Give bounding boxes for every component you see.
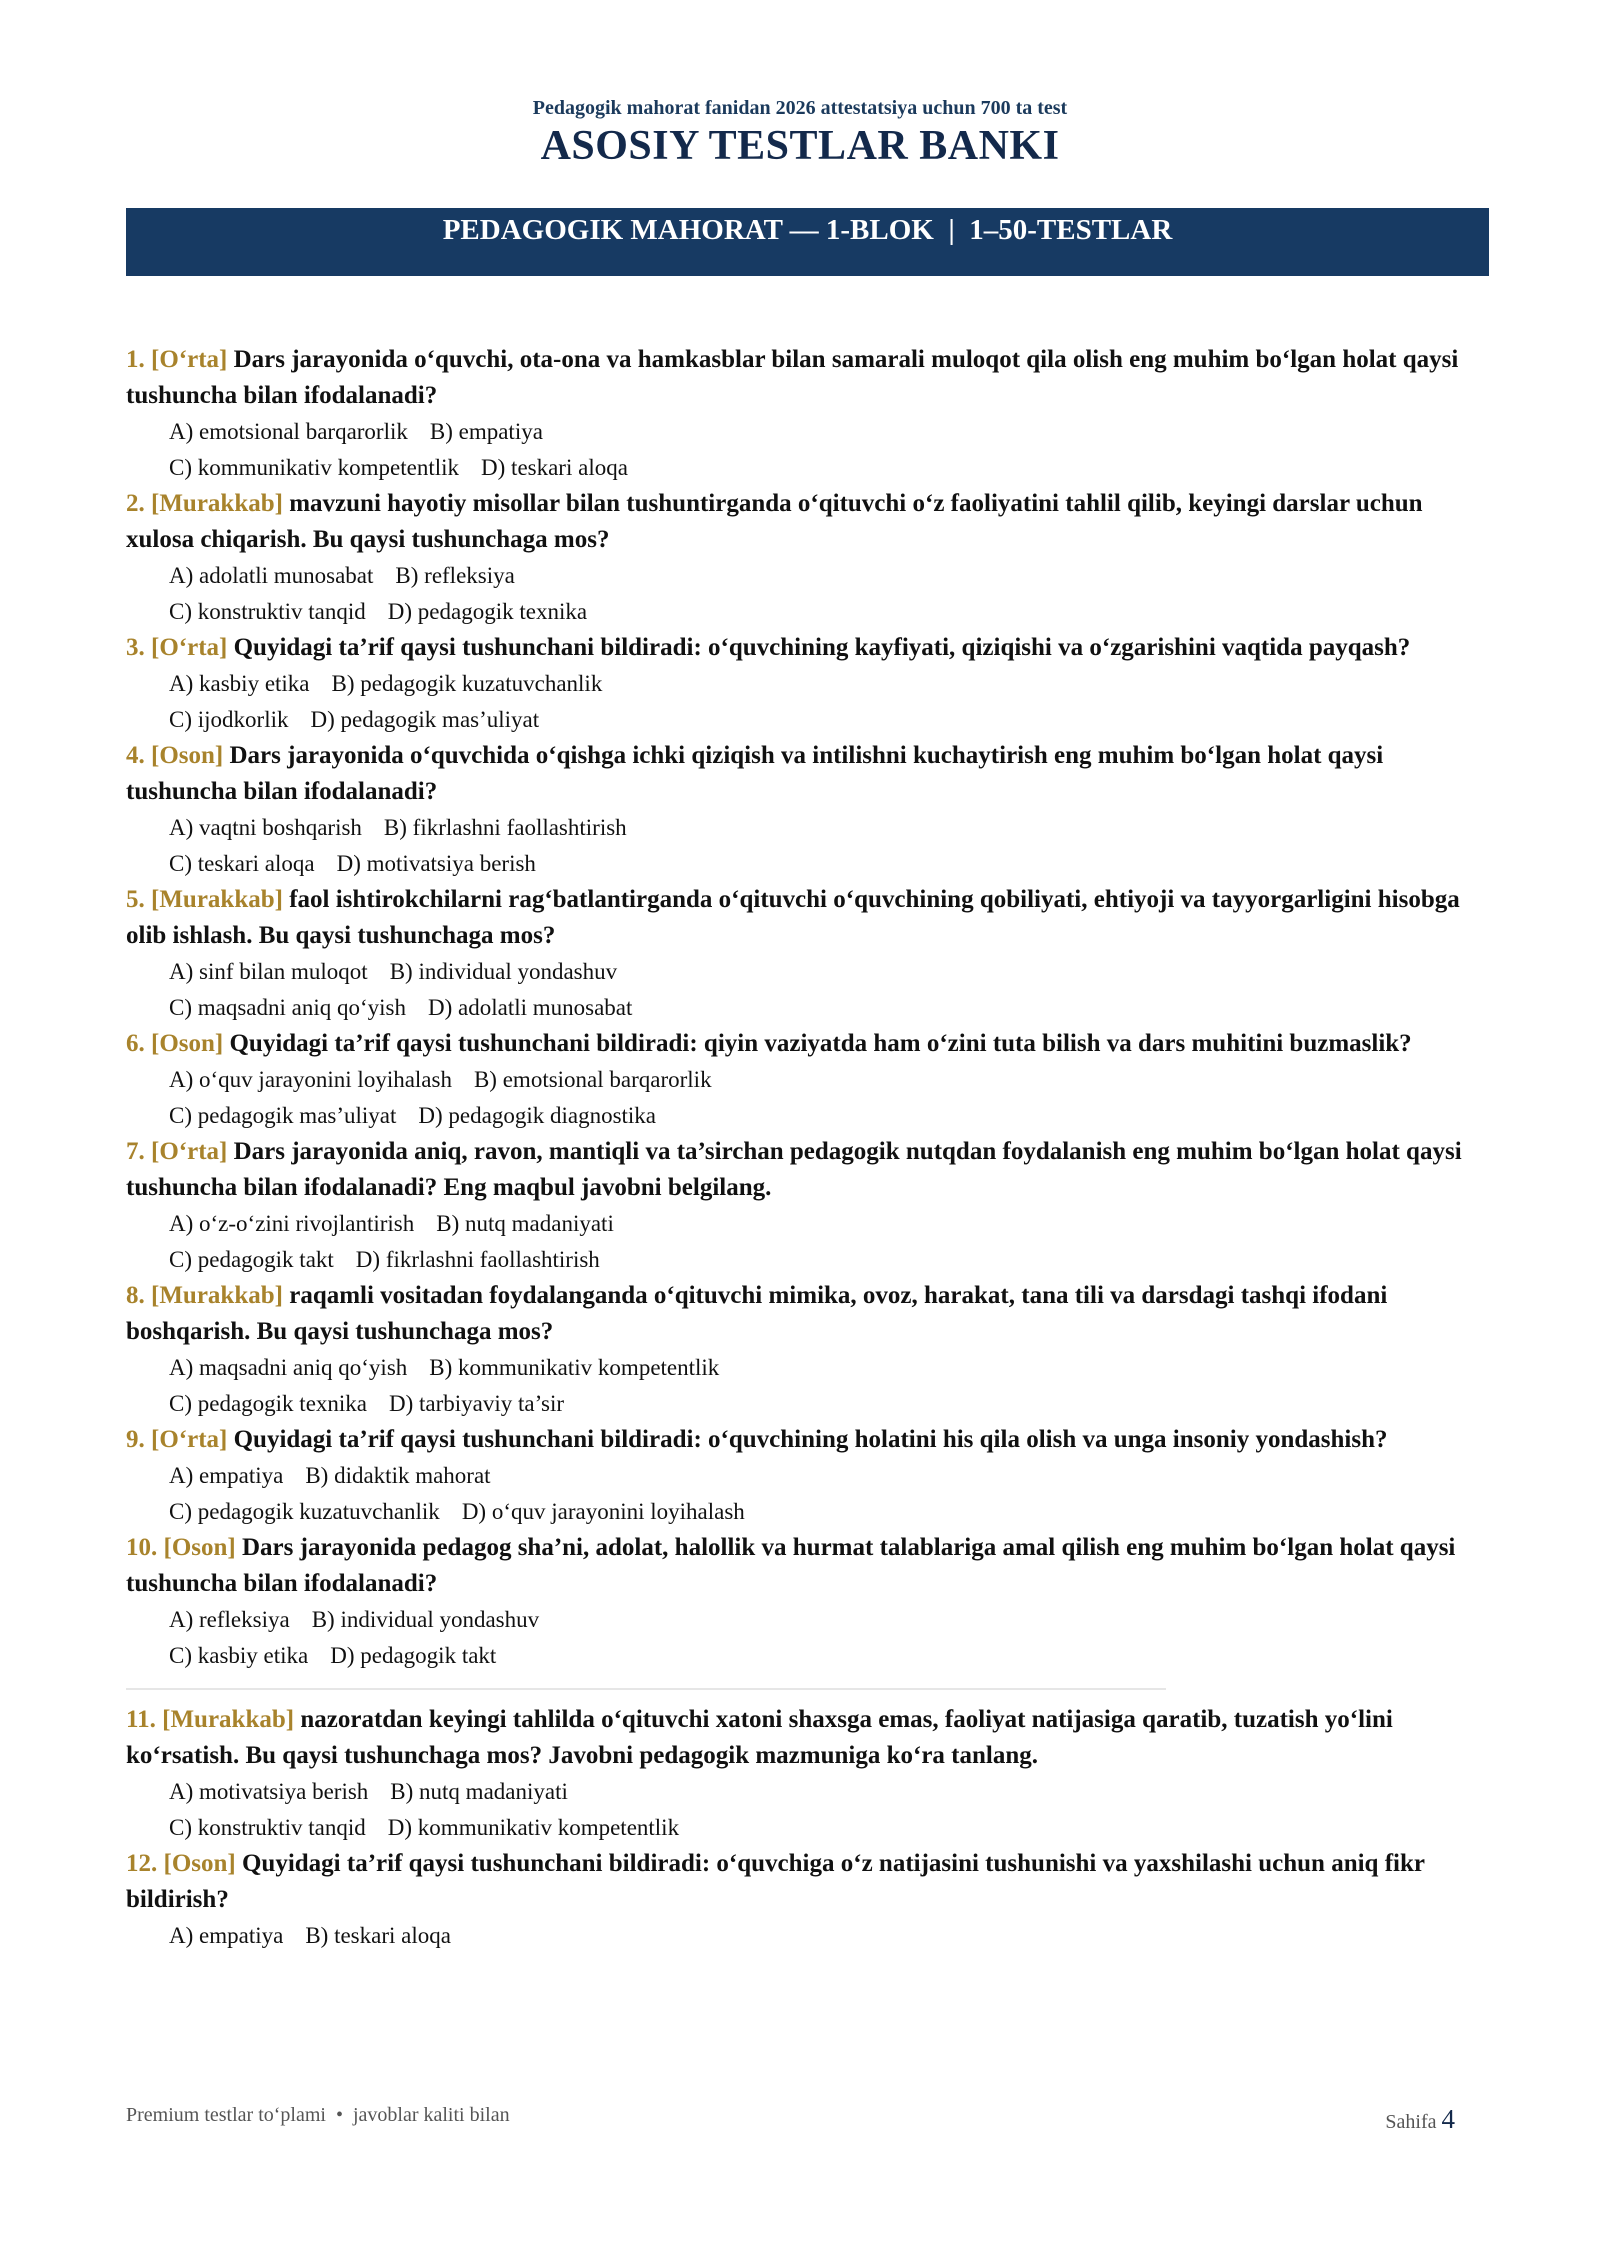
answer-option: C) pedagogik kuzatuvchanlik	[169, 1499, 440, 1524]
answer-option: A) o‘quv jarayonini loyihalash	[169, 1067, 452, 1092]
question-text	[126, 1422, 1494, 1458]
answer-options-row	[126, 1494, 1494, 1530]
answer-options-row	[126, 1918, 1494, 1954]
answer-options-row	[126, 1602, 1494, 1638]
answer-option: D) o‘quv jarayonini loyihalash	[461, 1499, 745, 1524]
difficulty-label: [O‘rta]	[151, 1138, 228, 1165]
answer-options-row	[126, 1350, 1494, 1386]
section-banner-text: PEDAGOGIK MAHORAT — 1-BLOK | 1–50-TESTLAR	[442, 214, 1173, 246]
difficulty-label: [Murakkab]	[151, 1282, 283, 1309]
difficulty-label: [O‘rta]	[151, 634, 228, 661]
answer-option: C) konstruktiv tanqid	[169, 1815, 366, 1840]
question-number: 5.	[126, 886, 145, 913]
answer-option: B) empatiya	[429, 419, 543, 444]
question-text	[126, 882, 1494, 954]
question-item	[126, 882, 1494, 1026]
answer-options-row	[126, 810, 1494, 846]
question-number: 6.	[126, 1030, 145, 1057]
answer-options-row	[126, 990, 1494, 1026]
answer-option: D) fikrlashni faollashtirish	[355, 1247, 600, 1272]
question-text	[126, 1530, 1494, 1602]
difficulty-label: [Oson]	[151, 742, 224, 769]
section-divider	[126, 1688, 1166, 1690]
question-item	[126, 1134, 1494, 1278]
answer-option: B) refleksiya	[395, 563, 515, 588]
question-number: 11.	[126, 1706, 156, 1733]
question-list	[126, 342, 1494, 1954]
question-body: Dars jarayonida o‘quvchi, ota-ona va hamkasblar bilan samarali muloqot qila olish eng muhim bo‘lgan holat qaysi tushuncha bilan ifodalanadi?	[126, 346, 1459, 409]
question-item	[126, 1026, 1494, 1134]
question-number: 8.	[126, 1282, 145, 1309]
answer-option: D) pedagogik takt	[330, 1643, 497, 1668]
difficulty-label: [Oson]	[163, 1534, 236, 1561]
question-number: 2.	[126, 490, 145, 517]
question-number: 7.	[126, 1138, 145, 1165]
answer-options-row	[126, 1242, 1494, 1278]
answer-options-row	[126, 846, 1494, 882]
answer-options-row	[126, 414, 1494, 450]
question-item	[126, 1530, 1494, 1674]
footer-note: Premium testlar to‘plami • javoblar kaliti bilan	[126, 2104, 510, 2126]
answer-option: B) nutq madaniyati	[436, 1211, 614, 1236]
question-text	[126, 1278, 1494, 1350]
answer-options-row	[126, 1810, 1494, 1846]
answer-option: B) teskari aloqa	[305, 1923, 451, 1948]
question-item	[126, 1702, 1494, 1846]
answer-option: C) maqsadni aniq qo‘yish	[169, 995, 406, 1020]
question-item	[126, 1846, 1494, 1954]
answer-options-row	[126, 702, 1494, 738]
question-item	[126, 738, 1494, 882]
question-text	[126, 486, 1494, 558]
answer-option: C) kommunikativ kompetentlik	[169, 455, 460, 480]
question-body: raqamli vositadan foydalanganda o‘qituvchi mimika, ovoz, harakat, tana tili va darsdagi tashqi ifodani boshqarish. Bu qaysi tushunchaga mos?	[126, 1282, 1388, 1345]
answer-option: B) individual yondashuv	[311, 1607, 540, 1632]
answer-options-row	[126, 1062, 1494, 1098]
question-number: 12.	[126, 1850, 158, 1877]
answer-options-row	[126, 1098, 1494, 1134]
question-body: Quyidagi ta’rif qaysi tushunchani bildiradi: o‘quvchining holatini his qila olish va unga insoniy yondashish?	[233, 1426, 1388, 1453]
question-text	[126, 738, 1494, 810]
question-text	[126, 630, 1494, 666]
answer-options-row	[126, 1206, 1494, 1242]
question-body: nazoratdan keyingi tahlilda o‘qituvchi xatoni shaxsga emas, faoliyat natijasiga qaratib, tuzatish yo‘lini ko‘rsatish. Bu qaysi tushunchaga mos? Javobni pedagogik mazmuniga ko‘ra tanlang.	[126, 1706, 1393, 1769]
section-banner	[126, 208, 1489, 276]
answer-option: D) adolatli munosabat	[428, 995, 633, 1020]
question-text	[126, 1702, 1494, 1774]
question-body: Quyidagi ta’rif qaysi tushunchani bildiradi: o‘quvchiga o‘z natijasini tushunishi va yaxshilashi uchun aniq fikr bildirish?	[126, 1850, 1425, 1913]
answer-option: B) individual yondashuv	[389, 959, 618, 984]
question-body: Quyidagi ta’rif qaysi tushunchani bildiradi: o‘quvchining kayfiyati, qiziqishi va o‘zgarishini vaqtida payqash?	[233, 634, 1411, 661]
question-text	[126, 1134, 1494, 1206]
answer-option: A) refleksiya	[169, 1607, 290, 1632]
question-body: faol ishtirokchilarni rag‘batlantirganda o‘qituvchi o‘quvchining qobiliyati, ehtiyoji va tayyorgarligini hisobga olib ishlash. Bu qaysi tushunchaga mos?	[126, 886, 1460, 949]
question-text	[126, 1846, 1494, 1918]
question-body: Dars jarayonida o‘quvchida o‘qishga ichki qiziqish va intilishni kuchaytirish eng muhim bo‘lgan holat qaysi tushuncha bilan ifodalanadi?	[126, 742, 1384, 805]
answer-option: A) empatiya	[169, 1923, 284, 1948]
page-number: 4	[1441, 2104, 1455, 2134]
answer-option: A) emotsional barqarorlik	[169, 419, 408, 444]
answer-options-row	[126, 1774, 1494, 1810]
question-item	[126, 1278, 1494, 1422]
question-number: 10.	[126, 1534, 158, 1561]
question-number: 9.	[126, 1426, 145, 1453]
answer-option: A) kasbiy etika	[169, 671, 310, 696]
answer-option: A) empatiya	[169, 1463, 284, 1488]
answer-options-row	[126, 1386, 1494, 1422]
answer-option: B) nutq madaniyati	[390, 1779, 568, 1804]
answer-option: D) pedagogik texnika	[387, 599, 588, 624]
answer-option: B) didaktik mahorat	[305, 1463, 491, 1488]
answer-option: A) o‘z-o‘zini rivojlantirish	[169, 1211, 415, 1236]
difficulty-label: [Murakkab]	[151, 886, 283, 913]
answer-option: C) pedagogik takt	[169, 1247, 334, 1272]
answer-options-row	[126, 1458, 1494, 1494]
answer-option: C) ijodkorlik	[169, 707, 289, 732]
answer-option: B) emotsional barqarorlik	[473, 1067, 712, 1092]
answer-option: B) fikrlashni faollashtirish	[383, 815, 627, 840]
question-number: 3.	[126, 634, 145, 661]
difficulty-label: [O‘rta]	[151, 1426, 228, 1453]
document-title: ASOSIY TESTLAR BANKI	[540, 123, 1060, 169]
answer-option: D) kommunikativ kompetentlik	[387, 1815, 680, 1840]
question-body: Quyidagi ta’rif qaysi tushunchani bildiradi: qiyin vaziyatda ham o‘zini tuta bilish va dars muhitini buzmaslik?	[229, 1030, 1412, 1057]
answer-option: A) motivatsiya berish	[169, 1779, 369, 1804]
question-item	[126, 630, 1494, 738]
difficulty-label: [Murakkab]	[151, 490, 283, 517]
answer-option: A) sinf bilan muloqot	[169, 959, 368, 984]
answer-options-row	[126, 558, 1494, 594]
answer-options-row	[126, 1638, 1494, 1674]
difficulty-label: [Murakkab]	[162, 1706, 295, 1733]
question-text	[126, 342, 1494, 414]
answer-option: A) adolatli munosabat	[169, 563, 374, 588]
page-indicator	[1385, 2104, 1455, 2135]
question-number: 4.	[126, 742, 145, 769]
answer-option: C) pedagogik mas’uliyat	[169, 1103, 397, 1128]
answer-option: C) pedagogik texnika	[169, 1391, 368, 1416]
page-label: Sahifa	[1385, 2111, 1437, 2133]
answer-option: D) teskari aloqa	[481, 455, 628, 480]
document-subtitle: Pedagogik mahorat fanidan 2026 attestatsiya uchun 700 ta test	[532, 97, 1068, 119]
answer-option: A) maqsadni aniq qo‘yish	[169, 1355, 408, 1380]
question-body: mavzuni hayotiy misollar bilan tushuntirganda o‘qituvchi o‘z faoliyatini tahlil qilib, keyingi darslar uchun xulosa chiqarish. Bu qaysi tushunchaga mos?	[126, 490, 1423, 553]
answer-option: C) konstruktiv tanqid	[169, 599, 366, 624]
difficulty-label: [Oson]	[163, 1850, 236, 1877]
question-body: Dars jarayonida pedagog sha’ni, adolat, halollik va hurmat talablariga amal qilish eng muhim bo‘lgan holat qaysi tushuncha bilan ifodalanadi?	[126, 1534, 1456, 1597]
answer-options-row	[126, 954, 1494, 990]
question-item	[126, 342, 1494, 486]
answer-option: B) pedagogik kuzatuvchanlik	[331, 671, 603, 696]
difficulty-label: [O‘rta]	[151, 346, 228, 373]
question-item	[126, 486, 1494, 630]
answer-options-row	[126, 594, 1494, 630]
answer-option: D) pedagogik diagnostika	[418, 1103, 657, 1128]
difficulty-label: [Oson]	[151, 1030, 224, 1057]
question-body: Dars jarayonida aniq, ravon, mantiqli va ta’sirchan pedagogik nutqdan foydalanish eng muhim bo‘lgan holat qaysi tushuncha bilan ifodalanadi? Eng maqbul javobni belgilang.	[126, 1138, 1462, 1201]
answer-option: D) pedagogik mas’uliyat	[310, 707, 540, 732]
question-item	[126, 1422, 1494, 1530]
question-number: 1.	[126, 346, 145, 373]
answer-options-row	[126, 450, 1494, 486]
answer-options-row	[126, 666, 1494, 702]
answer-option: D) tarbiyaviy ta’sir	[389, 1391, 565, 1416]
answer-option: A) vaqtni boshqarish	[169, 815, 362, 840]
answer-option: B) kommunikativ kompetentlik	[429, 1355, 720, 1380]
question-text	[126, 1026, 1494, 1062]
answer-option: C) kasbiy etika	[169, 1643, 309, 1668]
answer-option: C) teskari aloqa	[169, 851, 315, 876]
answer-option: D) motivatsiya berish	[336, 851, 536, 876]
